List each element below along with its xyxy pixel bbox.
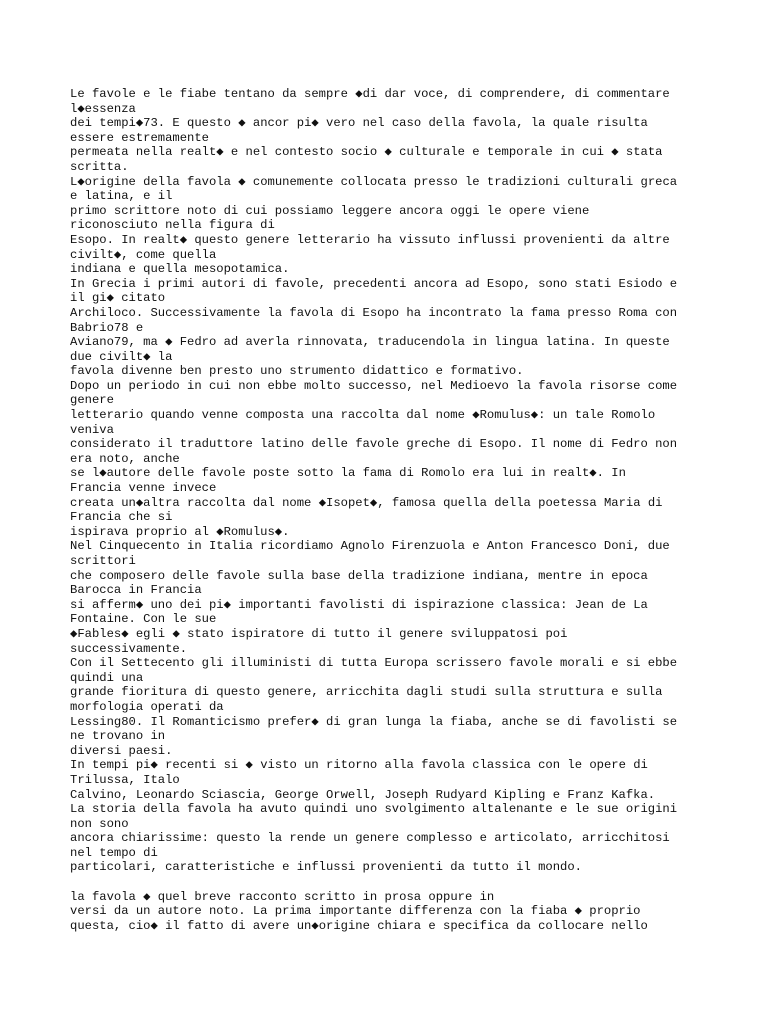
text-line: era noto, anche [70,451,180,466]
text-line: In Grecia i primi autori di favole, precedenti ancora ad Esopo, sono stati Esiodo e [70,276,678,291]
text-line: indiana e quella mesopotamica. [70,262,290,277]
paragraph-1 [70,87,710,875]
text-line: si afferm◆ uno dei pi◆ importanti favolisti di ispirazione classica: Jean de La [70,597,648,612]
text-line: due civilt◆ la [70,349,173,364]
text-line: Barocca in Francia [70,583,202,598]
text-line: non sono [70,816,129,831]
text-line: Lessing80. Il Romanticismo prefer◆ di gran lunga la fiaba, anche se di favolisti se [70,714,678,729]
text-line: il gi◆ citato [70,291,166,306]
document-body [70,87,710,933]
text-line: Esopo. In realt◆ questo genere letterario ha vissuto influssi provenienti da altre [70,232,670,247]
text-line: Fontaine. Con le sue [70,612,217,627]
text-line: questa, cio◆ il fatto di avere un◆origine chiara e specifica da collocare nello [70,918,648,933]
text-line: riconosciuto nella figura di [70,218,275,233]
text-line: veniva [70,422,114,437]
text-line: genere [70,393,114,408]
text-line: scrittori [70,554,136,568]
text-line: particolari, caratteristiche e influssi provenienti da tutto il mondo. [70,860,582,875]
text-line: ispirava proprio al ◆Romulus◆. [70,524,290,539]
text-line: Trilussa, Italo [70,772,180,787]
text-line: grande fioritura di questo genere, arricchita dagli studi sulla struttura e sulla [70,685,663,700]
text-line: Nel Cinquecento in Italia ricordiamo Agnolo Firenzuola e Anton Francesco Doni, due [70,539,670,554]
text-line: Calvino, Leonardo Sciascia, George Orwell, Joseph Rudyard Kipling e Franz Kafka. [70,787,656,802]
text-line: favola divenne ben presto uno strumento didattico e formativo. [70,364,524,379]
text-line: essere estremamente [70,130,209,145]
text-line: Francia venne invece [70,481,217,496]
text-line: morfologia operati da [70,699,224,714]
text-line: nel tempo di [70,845,158,860]
text-line: civilt◆, come quella [70,247,217,262]
text-line: successivamente. [70,641,188,656]
text-line: se l◆autore delle favole poste sotto la fama di Romolo era lui in realt◆. In [70,466,626,481]
text-line: ◆Fables◆ egli ◆ stato ispiratore di tutto il genere sviluppatosi poi [70,626,568,641]
text-line: primo scrittore noto di cui possiamo leggere ancora oggi le opere viene [70,203,590,218]
text-line: che composero delle favole sulla base della tradizione indiana, mentre in epoca [70,568,648,583]
text-line: permeata nella realt◆ e nel contesto socio ◆ culturale e temporale in cui ◆ stata [70,145,663,160]
text-line: Aviano79, ma ◆ Fedro ad averla rinnovata, traducendola in lingua latina. In queste [70,335,670,350]
text-line: l◆essenza [70,101,136,116]
text-line: dei tempi◆73. E questo ◆ ancor pi◆ vero nel caso della favola, la quale risulta [70,116,648,131]
text-line: Con il Settecento gli illuministi di tutta Europa scrissero favole morali e si ebbe [70,656,678,671]
text-line: letterario quando venne composta una raccolta dal nome ◆Romulus◆: un tale Romolo [70,408,656,423]
text-line: considerato il traduttore latino delle favole greche di Esopo. Il nome di Fedro non [70,437,678,452]
text-line: L◆origine della favola ◆ comunemente collocata presso le tradizioni culturali greca [70,174,678,189]
text-line: quindi una [70,670,144,685]
text-line: la favola ◆ quel breve racconto scritto in prosa oppure in [70,889,495,904]
text-line: Babrio78 e [70,320,144,335]
text-line: diversi paesi. [70,743,173,758]
text-line: In tempi pi◆ recenti si ◆ visto un ritorno alla favola classica con le opere di [70,758,648,773]
paragraph-separator [70,875,710,890]
text-line: scritta. [70,159,129,174]
text-line: e latina, e il [70,189,173,204]
text-line: Francia che si [70,510,173,525]
paragraph-2 [70,890,710,934]
text-line: ancora chiarissime: questo la rende un genere complesso e articolato, arricchitosi [70,831,670,846]
text-line: ne trovano in [70,729,166,744]
text-line: Dopo un periodo in cui non ebbe molto successo, nel Medioevo la favola risorse come [70,378,678,393]
text-line: creata un◆altra raccolta dal nome ◆Isopet◆, famosa quella della poetessa Maria di [70,495,663,510]
text-line: Archiloco. Successivamente la favola di Esopo ha incontrato la fama presso Roma con [70,305,678,320]
text-line: Le favole e le fiabe tentano da sempre ◆di dar voce, di comprendere, di commentare [70,87,670,101]
text-line: La storia della favola ha avuto quindi uno svolgimento altalenante e le sue origini [70,802,678,817]
text-line: versi da un autore noto. La prima importante differenza con la fiaba ◆ proprio [70,904,641,919]
